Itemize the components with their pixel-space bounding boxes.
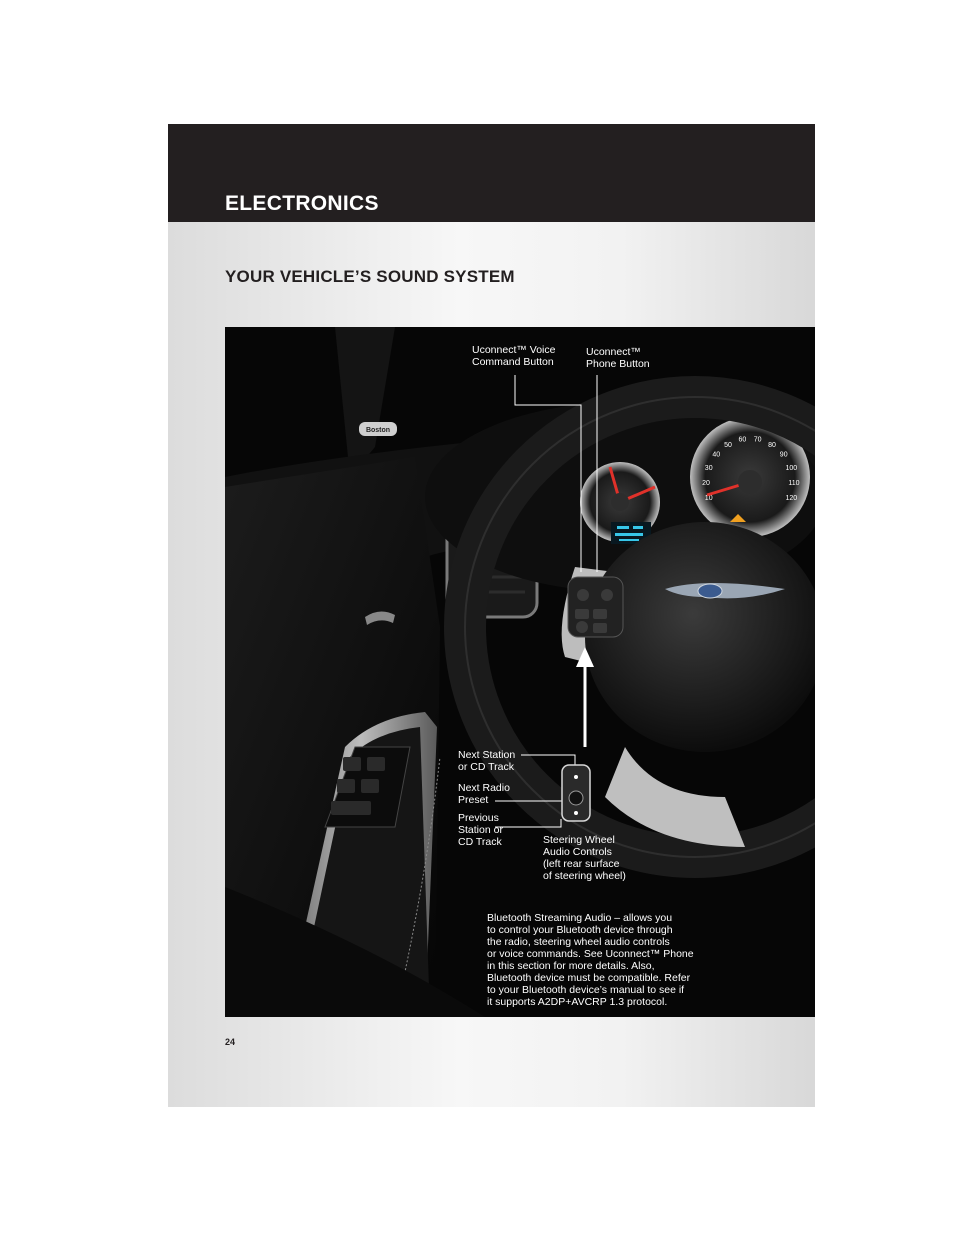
speedometer-tick-label: 60 [738, 436, 747, 444]
label-next-station: Next Station or CD Track [458, 749, 516, 773]
speedometer-tick-label: 80 [768, 441, 776, 449]
speedometer-tick-label: 120 [785, 495, 798, 502]
label-next-preset: Next Radio Preset [458, 782, 510, 806]
label-voice-command: Uconnect™ Voice Command Button [472, 344, 556, 368]
chapter-title: ELECTRONICS [225, 192, 379, 215]
speedometer-tick-label: 110 [788, 480, 800, 487]
label-previous: Previous Station or CD Track [458, 812, 503, 848]
speedometer-tick-label: 50 [724, 441, 732, 449]
manual-page [168, 124, 815, 1107]
label-phone-button: Uconnect™ Phone Button [586, 346, 650, 370]
speedometer-tick-label: 90 [779, 451, 788, 459]
speedometer-tick-label: 40 [712, 451, 721, 459]
speedometer-tick-label: 20 [702, 480, 710, 487]
speedometer-tick-label: 100 [785, 465, 798, 472]
label-steering-controls: Steering Wheel Audio Controls (left rear surface of steering wheel) [543, 834, 626, 882]
speedometer-tick-label: 30 [704, 465, 713, 472]
speedometer-tick-label: 70 [753, 436, 762, 444]
label-bluetooth: Bluetooth Streaming Audio – allows you to control your Bluetooth device through the radio, steering wheel audio controls or voice commands. See Uconnect™ Phone in this section for more details. Also, Bluetooth device must be compatible. Refer to your Bluetooth device’s manual to see if it supports A2DP+AVCRP 1.3 protocol. [487, 912, 694, 1008]
airbag-hub [585, 522, 815, 752]
section-title: YOUR VEHICLE’S SOUND SYSTEM [225, 267, 515, 286]
page-number: 24 [225, 1037, 236, 1047]
speaker-badge-text: Boston [365, 427, 391, 434]
chapter-header [168, 124, 815, 222]
speedometer-tick-label: 10 [704, 495, 713, 502]
dashboard-photo [225, 327, 815, 1017]
